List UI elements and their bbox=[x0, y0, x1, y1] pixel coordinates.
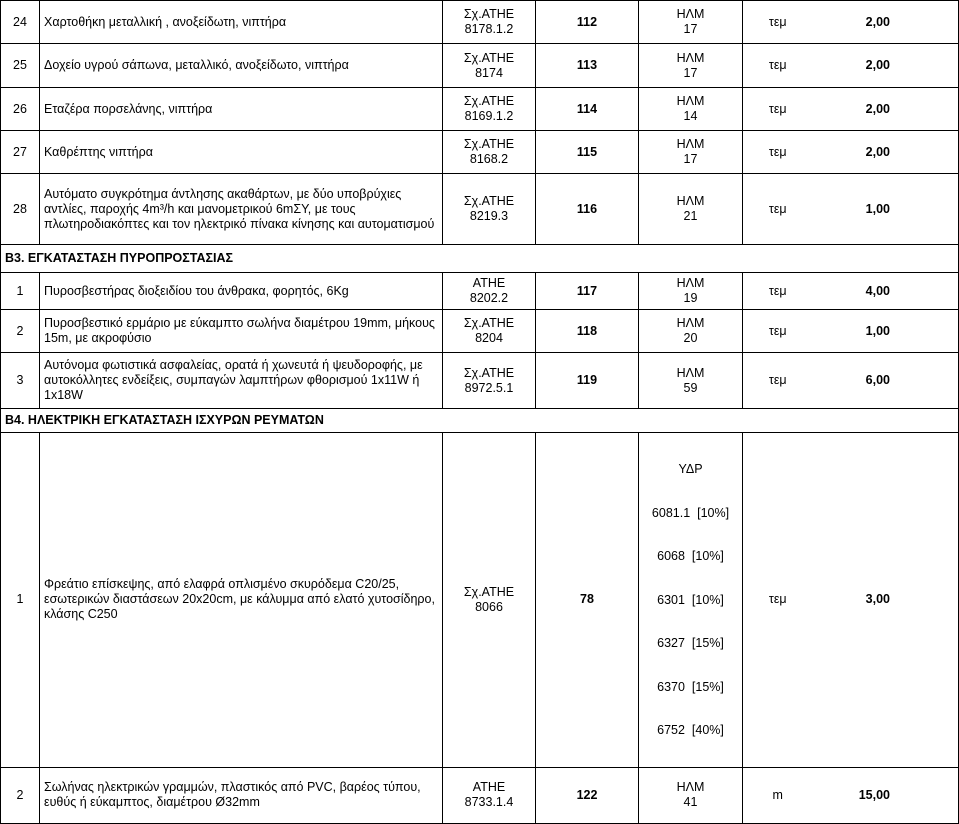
article-number: 118 bbox=[536, 310, 639, 353]
item-description: Πυροσβεστήρας διοξειδίου του άνθρακα, φορητός, 6Kg bbox=[40, 273, 443, 310]
item-code: ΑΤΗΕ 8733.1.4 bbox=[443, 767, 536, 823]
table-row bbox=[1, 1, 959, 44]
item-number: 3 bbox=[1, 353, 40, 409]
item-code: Σχ.ΑΤΗΕ 8169.1.2 bbox=[443, 88, 536, 131]
table-row bbox=[1, 433, 959, 768]
article-number: 113 bbox=[536, 44, 639, 88]
item-code: Σχ.ΑΤΗΕ 8168.2 bbox=[443, 131, 536, 174]
unit: τεμ bbox=[743, 174, 813, 245]
table-row bbox=[1, 353, 959, 409]
reference-code: ΗΛΜ 14 bbox=[639, 88, 743, 131]
table-row bbox=[1, 273, 959, 310]
item-description: Αυτόνομα φωτιστικά ασφαλείας, ορατά ή χωνευτά ή ψευδοροφής, με αυτοκόλλητες ενδείξεις, συμπαγών λαμπτήρων φθορισμού 1x11W ή 1x18W bbox=[40, 353, 443, 409]
unit: τεμ bbox=[743, 353, 813, 409]
section-title-electrical: Β4. ΗΛΕΚΤΡΙΚΗ ΕΓΚΑΤΑΣΤΑΣΗ ΙΣΧΥΡΩΝ ΡΕΥΜΑΤΩΝ bbox=[1, 409, 959, 433]
article-number: 122 bbox=[536, 767, 639, 823]
article-number: 117 bbox=[536, 273, 639, 310]
reference-code: ΗΛΜ 17 bbox=[639, 131, 743, 174]
unit: τεμ bbox=[743, 88, 813, 131]
quantity: 15,00 bbox=[813, 767, 959, 823]
unit: τεμ bbox=[743, 131, 813, 174]
item-code: Σχ.ΑΤΗΕ 8219.3 bbox=[443, 174, 536, 245]
item-number: 1 bbox=[1, 433, 40, 768]
section-header-row bbox=[1, 245, 959, 273]
unit: m bbox=[743, 767, 813, 823]
item-description: Σωλήνας ηλεκτρικών γραμμών, πλαστικός από PVC, βαρέος τύπου, ευθύς ή εύκαμπτος, διαμέτρου Ø32mm bbox=[40, 767, 443, 823]
item-code: ΑΤΗΕ 8202.2 bbox=[443, 273, 536, 310]
reference-code: ΗΛΜ 41 bbox=[639, 767, 743, 823]
unit: τεμ bbox=[743, 433, 813, 768]
item-code: Σχ.ΑΤΗΕ 8204 bbox=[443, 310, 536, 353]
table-row bbox=[1, 310, 959, 353]
quantity: 4,00 bbox=[813, 273, 959, 310]
item-number: 2 bbox=[1, 767, 40, 823]
item-code: Σχ.ΑΤΗΕ 8972.5.1 bbox=[443, 353, 536, 409]
unit: τεμ bbox=[743, 273, 813, 310]
item-number: 26 bbox=[1, 88, 40, 131]
section-header-row bbox=[1, 409, 959, 433]
item-description: Φρεάτιο επίσκεψης, από ελαφρά οπλισμένο σκυρόδεμα C20/25, εσωτερικών διαστάσεων 20x20cm, με κάλυμμα από ελατό χυτοσίδηρο, κλάσης C250 bbox=[40, 433, 443, 768]
reference-code: ΗΛΜ 20 bbox=[639, 310, 743, 353]
quantity: 2,00 bbox=[813, 44, 959, 88]
unit: τεμ bbox=[743, 310, 813, 353]
table-row bbox=[1, 767, 959, 823]
item-number: 1 bbox=[1, 273, 40, 310]
article-number: 114 bbox=[536, 88, 639, 131]
item-code: Σχ.ΑΤΗΕ 8178.1.2 bbox=[443, 1, 536, 44]
article-number: 78 bbox=[536, 433, 639, 768]
item-number: 25 bbox=[1, 44, 40, 88]
reference-code: ΗΛΜ 19 bbox=[639, 273, 743, 310]
unit: τεμ bbox=[743, 1, 813, 44]
table-row bbox=[1, 88, 959, 131]
quantity: 2,00 bbox=[813, 131, 959, 174]
item-description: Αυτόματο συγκρότημα άντλησης ακαθάρτων, με δύο υποβρύχιες αντλίες, παροχής 4m³/h και μανομετρικού 6mΣΥ, με τους πλωτηροδιακόπτες και τον ηλεκτρικό πίνακα κίνησης και αυτοματισμού bbox=[40, 174, 443, 245]
quantity: 2,00 bbox=[813, 88, 959, 131]
table-row bbox=[1, 131, 959, 174]
article-number: 119 bbox=[536, 353, 639, 409]
article-number: 115 bbox=[536, 131, 639, 174]
article-number: 116 bbox=[536, 174, 639, 245]
quantity: 1,00 bbox=[813, 310, 959, 353]
item-code: Σχ.ΑΤΗΕ 8066 bbox=[443, 433, 536, 768]
reference-code: ΗΛΜ 17 bbox=[639, 1, 743, 44]
article-number: 112 bbox=[536, 1, 639, 44]
item-number: 27 bbox=[1, 131, 40, 174]
item-description: Πυροσβεστικό ερμάριο με εύκαμπτο σωλήνα διαμέτρου 19mm, μήκους 15m, με ακροφύσιο bbox=[40, 310, 443, 353]
item-description: Δοχείο υγρού σάπωνα, μεταλλικό, ανοξείδωτο, νιπτήρα bbox=[40, 44, 443, 88]
item-description: Καθρέπτης νιπτήρα bbox=[40, 131, 443, 174]
item-number: 28 bbox=[1, 174, 40, 245]
table-row bbox=[1, 174, 959, 245]
quantity: 6,00 bbox=[813, 353, 959, 409]
quantity: 3,00 bbox=[813, 433, 959, 768]
section-title-fire-protection: Β3. ΕΓΚΑΤΑΣΤΑΣΗ ΠΥΡΟΠΡΟΣΤΑΣΙΑΣ bbox=[1, 245, 959, 273]
quantity: 1,00 bbox=[813, 174, 959, 245]
quantity: 2,00 bbox=[813, 1, 959, 44]
item-number: 2 bbox=[1, 310, 40, 353]
reference-code: ΗΛΜ 21 bbox=[639, 174, 743, 245]
item-description: Εταζέρα πορσελάνης, νιπτήρα bbox=[40, 88, 443, 131]
reference-code: ΥΔΡ 6081.1 [10%] 6068 [10%] 6301 [10%] 6327 [15%] 6370 [15%] 6752 [40%] bbox=[639, 433, 743, 768]
reference-code: ΗΛΜ 59 bbox=[639, 353, 743, 409]
item-description: Χαρτοθήκη μεταλλική , ανοξείδωτη, νιπτήρα bbox=[40, 1, 443, 44]
table-row bbox=[1, 44, 959, 88]
item-number: 24 bbox=[1, 1, 40, 44]
reference-code: ΗΛΜ 17 bbox=[639, 44, 743, 88]
item-code: Σχ.ΑΤΗΕ 8174 bbox=[443, 44, 536, 88]
unit: τεμ bbox=[743, 44, 813, 88]
